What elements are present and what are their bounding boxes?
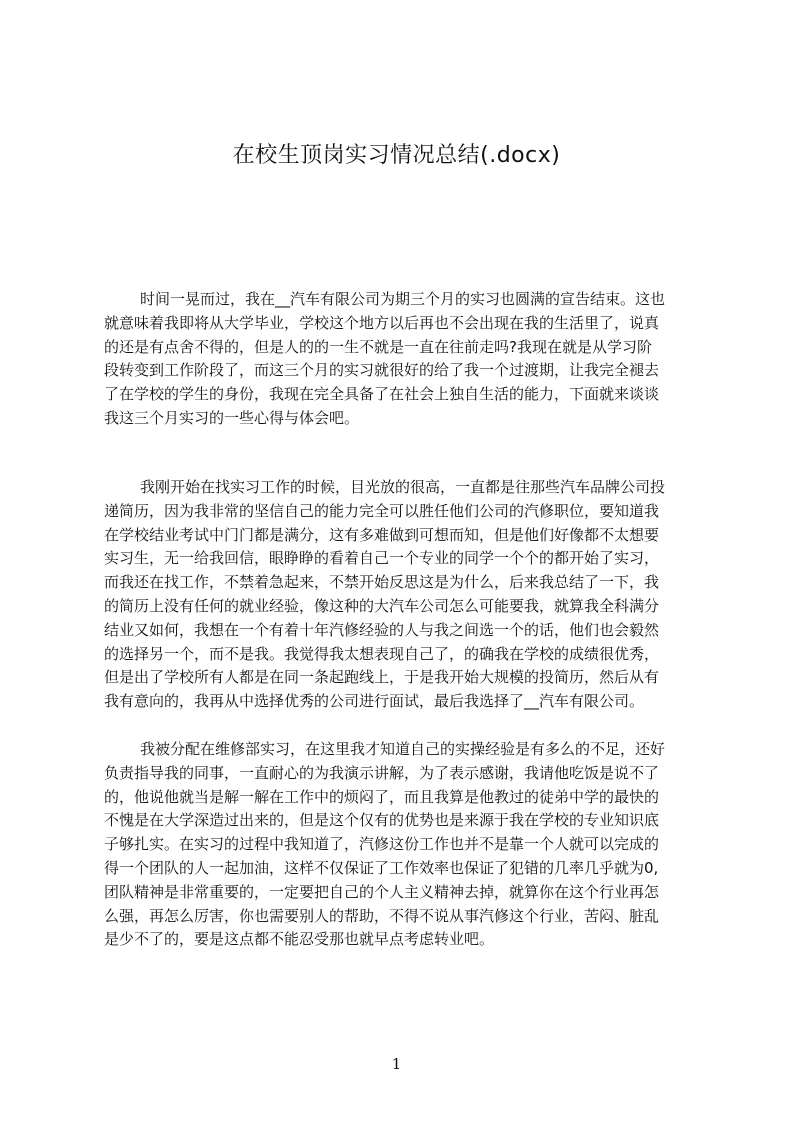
- paragraph-line: 得一个团队的人一起加油，这样不仅保证了工作效率也保证了犯错的几率几乎就为0,: [104, 858, 659, 877]
- paragraph-line: 但是出了学校所有人都是在同一条起跑线上，于是我开始大规模的投简历，然后从有: [104, 668, 660, 687]
- page-number: 1: [391, 1055, 402, 1073]
- paragraph-line: 不愧是在大学深造过出来的，但是这个仅有的优势也是来源于我在学校的专业知识底: [104, 811, 660, 830]
- paragraph-line: 的简历上没有任何的就业经验，像这种的大汽车公司怎么可能要我，就算我全科满分: [104, 596, 660, 615]
- paragraph-line: 我被分配在维修部实习，在这里我才知道自己的实操经验是有多么的不足，还好: [140, 740, 666, 758]
- paragraph-line: 我有意向的，我再从中选择优秀的公司进行面试，最后我选择了__汽车有限公司。: [104, 692, 645, 711]
- paragraph-line: 结业又如何，我想在一个有着十年汽修经验的人与我之间选一个的话，他们也会毅然: [104, 620, 660, 639]
- paragraph-line: 段转变到工作阶段了，而这三个月的实习就很好的给了我一个过渡期，让我完全褪去: [104, 361, 660, 380]
- paragraph-line: 递简历，因为我非常的坚信自己的能力完全可以胜任他们公司的汽修职位，要知道我: [104, 501, 660, 520]
- paragraph-line: 了在学校的学生的身份，我现在完全具备了在社会上独自生活的能力，下面就来谈谈: [104, 385, 660, 404]
- paragraph-line: 就意味着我即将从大学毕业，学校这个地方以后再也不会出现在我的生活里了，说真: [104, 313, 660, 332]
- paragraph-line: 的选择另一个，而不是我。我觉得我太想表现自己了，的确我在学校的成绩很优秀，: [104, 644, 660, 663]
- paragraph-line: 是少不了的，要是这点都不能忍受那也就早点考虑转业吧。: [104, 930, 495, 949]
- paragraph-line: 在学校结业考试中门门都是满分，这有多难做到可想而知，但是他们好像都不太想要: [104, 525, 660, 544]
- paragraph-line: 子够扎实。在实习的过程中我知道了，汽修这份工作也并不是靠一个人就可以完成的: [104, 835, 660, 854]
- paragraph-line: 的还是有点舍不得的，但是人的的一生不就是一直在往前走吗?我现在就是从学习阶: [104, 337, 652, 356]
- paragraph-line: 实习生，无一给我回信，眼睁睁的看着自己一个专业的同学一个个的都开始了实习，: [104, 549, 660, 568]
- paragraph-line: 时间一晃而过，我在__汽车有限公司为期三个月的实习也圆满的宣告结束。这也: [140, 290, 666, 308]
- paragraph-line: 我刚开始在找实习工作的时候，目光放的很高，一直都是往那些汽车品牌公司投: [140, 478, 666, 496]
- paragraph-line: 我这三个月实习的一些心得与体会吧。: [104, 408, 360, 427]
- paragraph-1: [104, 288, 700, 431]
- document-title: 在校生顶岗实习情况总结(.docx): [232, 143, 561, 168]
- paragraph-line: 么强，再怎么厉害，你也需要别人的帮助，不得不说从事汽修这个行业，苦闷、脏乱: [104, 906, 660, 925]
- paragraph-line: 负责指导我的同事，一直耐心的为我演示讲解，为了表示感谢，我请他吃饭是说不了: [104, 763, 660, 782]
- paragraph-line: 的，他说他就当是解一解在工作中的烦闷了，而且我算是他教过的徒弟中学的最快的: [104, 787, 660, 806]
- paragraph-line: 而我还在找工作，不禁着急起来，不禁开始反思这是为什么，后来我总结了一下，我: [104, 573, 660, 592]
- paragraph-2: [104, 476, 700, 714]
- paragraph-line: 团队精神是非常重要的，一定要把自己的个人主义精神去掉，就算你在这个行业再怎: [104, 882, 660, 901]
- paragraph-3: [104, 738, 700, 952]
